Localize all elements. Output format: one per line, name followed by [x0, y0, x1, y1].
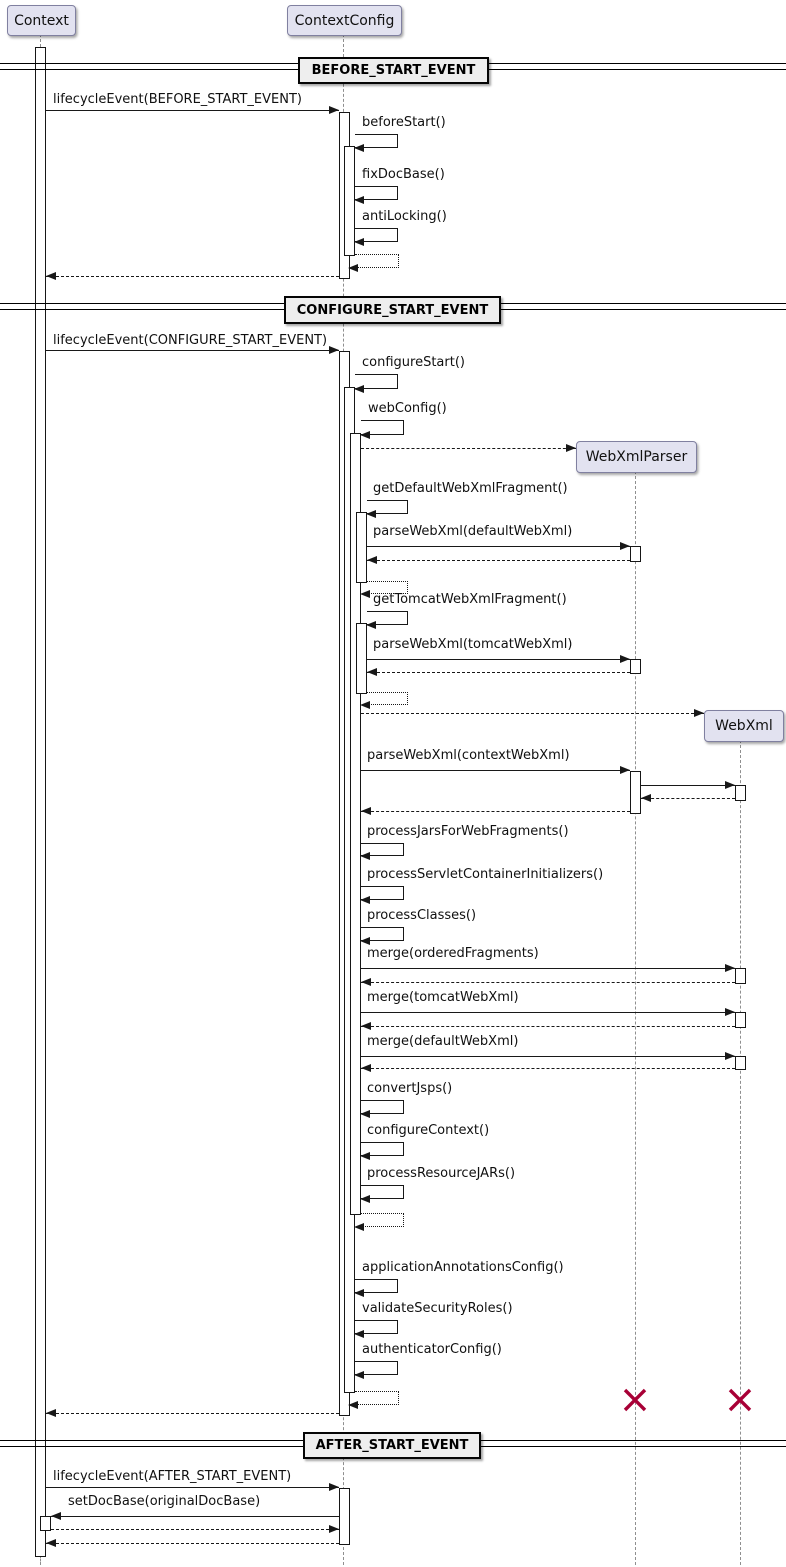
arrowhead-left-icon — [51, 1512, 61, 1520]
message-label-application-annotations: applicationAnnotationsConfig() — [362, 1260, 564, 1275]
arrowhead-left-icon — [361, 1064, 371, 1072]
arrowhead-right-icon — [620, 655, 630, 663]
self-call-process-classes — [361, 927, 404, 941]
message-arrow-merge-ordered — [361, 968, 735, 969]
message-arrow-parse-tomcat — [367, 659, 630, 660]
participant-contextconfig — [287, 5, 402, 36]
arrowhead-right-icon — [725, 1008, 735, 1016]
arrowhead-right-icon — [329, 346, 339, 354]
self-call-web-config — [361, 420, 404, 435]
arrowhead-left-icon — [354, 1223, 364, 1231]
self-return-before-inner — [355, 254, 399, 268]
message-arrow-set-doc-base — [51, 1516, 339, 1517]
self-return-web-config — [361, 1213, 404, 1227]
message-label-fix-doc-base: fixDocBase() — [362, 167, 445, 182]
return-arrow-configure — [46, 1413, 339, 1414]
message-label-validate-security-roles: validateSecurityRoles() — [362, 1301, 513, 1316]
return-arrow-parse-tomcat — [367, 672, 630, 673]
activation-parser-parse-default — [630, 546, 641, 562]
arrowhead-right-icon — [694, 709, 704, 717]
create-arrow-webxmlparser — [361, 448, 576, 449]
destroy-x-webxmlparser-icon — [622, 1387, 648, 1413]
activation-context-setdocbase — [40, 1516, 51, 1531]
divider-configure-start-label: CONFIGURE_START_EVENT — [296, 302, 489, 318]
self-call-authenticator-config — [355, 1361, 398, 1375]
return-arrow-after — [46, 1543, 339, 1544]
message-label-process-jars: processJarsForWebFragments() — [367, 824, 569, 839]
divider-configure-start-event — [284, 296, 501, 324]
arrowhead-left-icon — [360, 1195, 370, 1203]
arrowhead-left-icon — [360, 896, 370, 904]
activation-parser-parse-tomcat — [630, 659, 641, 674]
activation-cc-getdefault-l4 — [356, 512, 367, 583]
return-arrow-webxml-to-parser — [641, 798, 735, 799]
message-label-convert-jsps: convertJsps() — [367, 1081, 453, 1096]
arrowhead-left-icon — [360, 431, 370, 439]
self-return-configure-start — [355, 1391, 399, 1405]
self-call-process-resource-jars — [361, 1185, 404, 1199]
message-arrow-parse-context — [361, 770, 630, 771]
participant-webxmlparser — [576, 441, 697, 473]
message-label-merge-default: merge(defaultWebXml) — [367, 1034, 519, 1049]
arrowhead-left-icon — [367, 556, 377, 564]
message-label-merge-ordered: merge(orderedFragments) — [367, 946, 539, 961]
activation-cc-after-l1 — [339, 1488, 350, 1545]
arrowhead-right-icon — [725, 781, 735, 789]
arrowhead-right-icon — [566, 444, 576, 452]
arrowhead-right-icon — [725, 964, 735, 972]
arrowhead-right-icon — [620, 542, 630, 550]
arrowhead-left-icon — [367, 668, 377, 676]
message-label-lifecycle-before: lifecycleEvent(BEFORE_START_EVENT) — [53, 92, 302, 107]
divider-before-start-label: BEFORE_START_EVENT — [311, 63, 476, 78]
arrowhead-left-icon — [360, 590, 370, 598]
arrowhead-left-icon — [361, 1022, 371, 1030]
message-label-merge-tomcat: merge(tomcatWebXml) — [367, 990, 519, 1005]
return-arrow-merge-default — [361, 1068, 735, 1069]
arrowhead-left-icon — [354, 1371, 364, 1379]
arrowhead-right-icon — [329, 1525, 339, 1533]
arrowhead-left-icon — [46, 1539, 56, 1547]
divider-after-start-label: AFTER_START_EVENT — [315, 1438, 469, 1453]
arrowhead-left-icon — [360, 852, 370, 860]
arrowhead-right-icon — [329, 106, 339, 114]
message-arrow-parse-default — [367, 546, 630, 547]
self-call-before-start — [355, 134, 398, 148]
activation-webxml-merge-default — [735, 1056, 746, 1070]
message-label-before-start: beforeStart() — [362, 115, 446, 130]
message-label-set-doc-base: setDocBase(originalDocBase) — [68, 1494, 261, 1509]
activation-context-main — [35, 47, 46, 1557]
message-arrow-parser-to-webxml — [641, 785, 735, 786]
return-arrow-before — [46, 276, 339, 277]
divider-before-start-event — [298, 57, 489, 84]
arrowhead-left-icon — [361, 978, 371, 986]
arrowhead-right-icon — [329, 1483, 339, 1491]
arrowhead-left-icon — [46, 1409, 56, 1417]
message-label-configure-context: configureContext() — [367, 1123, 490, 1138]
message-label-get-default-fragment: getDefaultWebXmlFragment() — [373, 481, 568, 496]
message-label-web-config: webConfig() — [368, 401, 447, 416]
self-call-convert-jsps — [361, 1100, 404, 1114]
self-call-anti-locking — [355, 228, 398, 242]
return-arrow-parse-default — [367, 560, 630, 561]
message-label-parse-default: parseWebXml(defaultWebXml) — [373, 524, 573, 539]
arrowhead-left-icon — [348, 264, 358, 272]
return-arrow-parse-context — [361, 811, 630, 812]
arrowhead-left-icon — [46, 272, 56, 280]
arrowhead-left-icon — [366, 621, 376, 629]
message-label-lifecycle-configure: lifecycleEvent(CONFIGURE_START_EVENT) — [53, 333, 328, 348]
message-label-process-sci: processServletContainerInitializers() — [367, 867, 604, 882]
self-call-fix-doc-base — [355, 186, 398, 200]
arrowhead-left-icon — [354, 385, 364, 393]
message-arrow-lifecycle-configure — [46, 350, 339, 351]
participant-webxml-label: WebXml — [715, 718, 773, 734]
arrowhead-left-icon — [360, 701, 370, 709]
message-label-parse-tomcat: parseWebXml(tomcatWebXml) — [373, 637, 573, 652]
self-call-configure-start — [355, 374, 398, 389]
activation-webxml-merge-tomcat — [735, 1012, 746, 1028]
activation-cc-gettomcat-l4 — [356, 623, 367, 694]
activation-parser-parse-context — [630, 771, 641, 814]
arrowhead-left-icon — [366, 510, 376, 518]
self-call-application-annotations — [355, 1279, 398, 1293]
message-label-authenticator-config: authenticatorConfig() — [362, 1342, 502, 1357]
activation-webxml-parse-context — [735, 785, 746, 801]
participant-webxml — [704, 710, 784, 742]
arrowhead-left-icon — [360, 1152, 370, 1160]
message-arrow-lifecycle-before — [46, 110, 339, 111]
return-arrow-merge-ordered — [361, 982, 735, 983]
divider-after-start-event — [303, 1432, 481, 1459]
arrowhead-left-icon — [354, 1289, 364, 1297]
self-call-get-tomcat-fragment — [367, 611, 408, 625]
message-label-configure-start: configureStart() — [362, 355, 465, 370]
self-return-get-tomcat — [367, 692, 408, 705]
message-label-lifecycle-after: lifecycleEvent(AFTER_START_EVENT) — [53, 1469, 292, 1484]
participant-contextconfig-label: ContextConfig — [294, 12, 395, 29]
message-label-process-resource-jars: processResourceJARs() — [367, 1166, 516, 1181]
destroy-x-webxml-icon — [727, 1387, 753, 1413]
arrowhead-right-icon — [725, 1052, 735, 1060]
self-call-process-sci — [361, 886, 404, 900]
self-call-process-jars — [361, 843, 404, 856]
message-label-anti-locking: antiLocking() — [362, 209, 447, 224]
return-arrow-set-doc-base — [51, 1529, 339, 1530]
arrowhead-left-icon — [354, 238, 364, 246]
message-label-process-classes: processClasses() — [367, 908, 477, 923]
arrowhead-left-icon — [641, 794, 651, 802]
arrowhead-left-icon — [348, 1401, 358, 1409]
message-arrow-merge-default — [361, 1056, 735, 1057]
message-label-get-tomcat-fragment: getTomcatWebXmlFragment() — [373, 592, 567, 607]
activation-webxml-merge-ordered — [735, 968, 746, 984]
arrowhead-left-icon — [361, 807, 371, 815]
message-arrow-lifecycle-after — [46, 1487, 339, 1488]
participant-webxmlparser-label: WebXmlParser — [585, 449, 688, 465]
message-label-parse-context: parseWebXml(contextWebXml) — [367, 748, 570, 763]
return-arrow-merge-tomcat — [361, 1026, 735, 1027]
self-call-configure-context — [361, 1142, 404, 1156]
participant-context-label: Context — [14, 12, 69, 29]
arrowhead-left-icon — [360, 1110, 370, 1118]
self-call-get-default-fragment — [367, 500, 408, 514]
create-arrow-webxml — [361, 713, 704, 714]
self-call-validate-security-roles — [355, 1320, 398, 1334]
arrowhead-left-icon — [354, 196, 364, 204]
participant-context — [7, 5, 76, 36]
arrowhead-left-icon — [360, 937, 370, 945]
arrowhead-left-icon — [354, 144, 364, 152]
message-arrow-merge-tomcat — [361, 1012, 735, 1013]
arrowhead-left-icon — [354, 1330, 364, 1338]
arrowhead-right-icon — [620, 766, 630, 774]
